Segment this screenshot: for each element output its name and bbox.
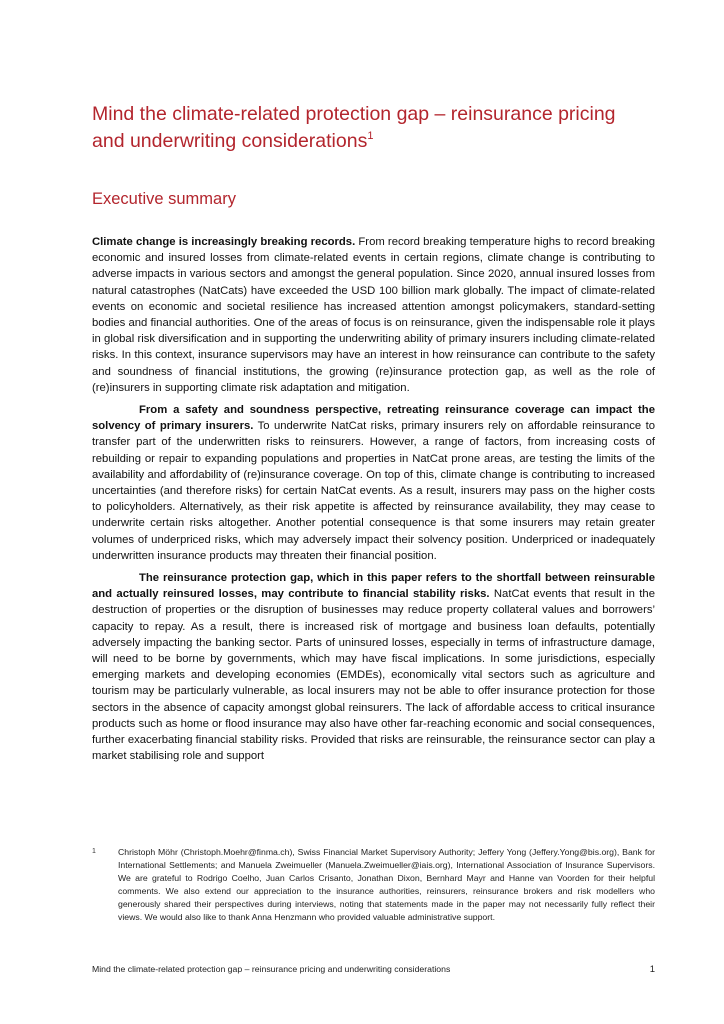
paragraph-lead: The reinsurance protection gap, which in this paper refers to the shortfall between reinsurable and actually reinsured losses, may contribute to financial stability risks. [92, 572, 655, 601]
paragraph-3 [92, 570, 655, 764]
footnote-text: Christoph Möhr (Christoph.Moehr@finma.ch), Swiss Financial Market Supervisory Authority; Jeffery Yong (Jeffery.Yong@bis.org), Bank for International Settlements; and Manuela Zweimueller (Manuela.Zweimueller@iais.org), International Association of Insurance Supervisors. We are grateful to Rodrigo Coelho, Juan Carlos Crisanto, Jonathan Dixon, Bernhard Mayr and Hanne van Voorden for their helpful comments. We also extend our appreciation to the insurance authorities, reinsurers, reinsurance brokers and risk modellers who generously shared their perspectives during interviews, noting that statements made in the paper may not necessarily fully reflect their views. We would also like to thank Anna Henzmann who provided valuable administrative support. [118, 847, 655, 922]
paragraph-text: To underwrite NatCat risks, primary insurers rely on affordable reinsurance to transfer part of the underwritten risks to reinsurers. However, a range of factors, from increasing costs of rebuilding or repair to expanding populations and properties in NatCat prone areas, are testing the limits of the availability and affordability of (re)insurance coverage. On top of this, climate change is contributing to increased uncertainties (and therefore risks) for certain NatCat events. As a result, insurers may pass on the higher costs to policyholders. Alternatively, as their risk appetite is affected by reinsurance availability, they may cease to underwrite certain risks altogether. Another potential consequence is that some insurers may retain greater volumes of underpriced risks, which may adversely impact their solvency position. Underpriced or inadequately underwritten insurance products may threaten their financial position. [92, 420, 655, 562]
paragraph-text: From record breaking temperature highs to record breaking economic and insured losses from climate-related events in certain regions, climate change is contributing to adverse impacts in various sectors and amongst the general population. Since 2020, annual insured losses from natural catastrophes (NatCats) have exceeded the USD 100 billion mark globally. The impact of climate-related events on economic and societal resilience has increased attention amongst policymakers, standard-setting bodies and financial authorities. One of the areas of focus is on reinsurance, given the indispensable role it plays in global risk diversification and in supporting the underwriting ability of primary insurers including climate-related risks. In this context, insurance supervisors may have an interest in how reinsurance can contribute to the safety and soundness of financial institutions, the growing (re)insurance protection gap, as well as the role of (re)insurers in supporting climate risk adaptation and mitigation. [92, 236, 655, 394]
page-footer [92, 964, 655, 975]
section-heading-executive-summary: Executive summary [92, 190, 236, 208]
paragraph-2 [92, 402, 655, 564]
paragraph-text: NatCat events that result in the destruction of properties or the disruption of businesses may reduce property collateral values and borrowers’ capacity to repay. As a result, there is increased risk of mortgage and business loan defaults, potentially adversely impacting the banking sector. Parts of uninsured losses, especially in terms of infrastructure damage, will need to be borne by governments, which may have fiscal implications. In some jurisdictions, especially emerging markets and developing economies (EMDEs), economically vital sectors such as agriculture and tourism may be particularly vulnerable, as local insurers may not be able to offer insurance protection for those sectors in the absence of capacity amongst global reinsurers. The lack of affordable access to critical insurance products such as home or flood insurance may also have other far-reaching economic and social consequences, further exacerbating financial stability risks. Provided that risks are reinsurable, the reinsurance sector can play a market stabilising role and support [92, 588, 655, 763]
footnote-mark: 1 [92, 848, 96, 855]
paragraph-lead: Climate change is increasingly breaking records. [92, 236, 356, 248]
footer-running-title: Mind the climate-related protection gap – reinsurance pricing and underwriting considerations [92, 964, 451, 974]
page-number: 1 [649, 964, 655, 975]
paragraph-1 [92, 234, 655, 396]
title-text: Mind the climate-related protection gap – reinsurance pricing and underwriting considerations [92, 103, 616, 152]
title-footnote-ref[interactable]: 1 [367, 130, 374, 142]
footnote [92, 846, 655, 924]
body-text [92, 234, 655, 771]
paragraph-lead: From a safety and soundness perspective, retreating reinsurance coverage can impact the solvency of primary insurers. [92, 404, 655, 433]
document-title [92, 101, 652, 155]
